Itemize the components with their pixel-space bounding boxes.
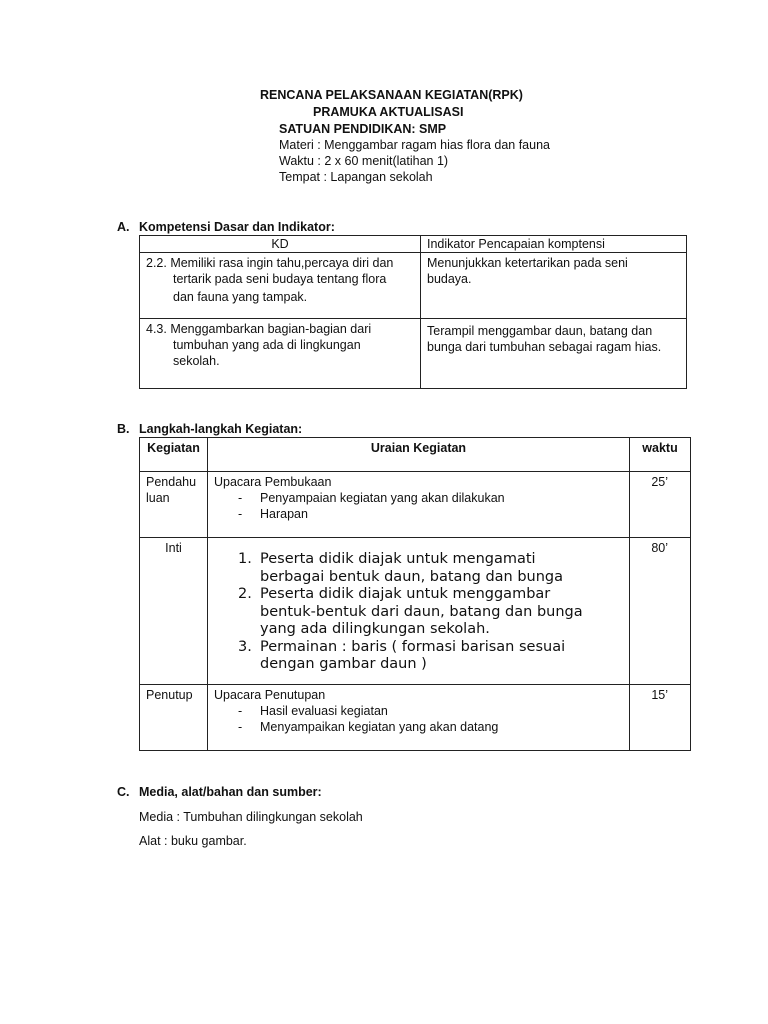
waktu-line: Waktu : 2 x 60 menit(latihan 1)	[279, 154, 449, 168]
list-text: Peserta didik diajak untuk menggambar	[260, 586, 551, 602]
materi-line: Materi : Menggambar ragam hias flora dan fauna	[279, 138, 550, 152]
list-item	[214, 551, 623, 586]
uraian-header: Uraian Kegiatan	[208, 438, 630, 472]
kd-text: 4.3. Menggambarkan bagian-bagian dari	[146, 322, 372, 336]
table-row	[140, 472, 691, 538]
section-b-heading: Langkah-langkah Kegiatan:	[139, 422, 303, 436]
kd-cell	[140, 319, 421, 389]
inti-list	[214, 551, 623, 674]
kd-header: KD	[140, 236, 421, 253]
indikator-text: Terampil menggambar daun, batang dan	[427, 324, 653, 338]
list-item: - Penyampaian kegiatan yang akan dilakukan	[214, 490, 623, 506]
kegiatan-table	[139, 437, 691, 751]
list-item: - Hasil evaluasi kegiatan	[214, 703, 623, 719]
indikator-cell	[421, 319, 687, 389]
list-text: Peserta didik diajak untuk mengamati	[260, 551, 536, 567]
kd-text: tumbuhan yang ada di lingkungan	[173, 338, 361, 352]
kd-text: sekolah.	[173, 354, 220, 368]
uraian-cell	[208, 472, 630, 538]
list-item	[214, 639, 623, 674]
list-text: yang ada dilingkungan sekolah.	[260, 621, 490, 637]
list-item	[214, 586, 623, 639]
list-number: 2.	[238, 586, 252, 602]
penutup-label: Penutup	[140, 685, 208, 751]
media-line: Media : Tumbuhan dilingkungan sekolah	[139, 810, 363, 824]
section-a-heading: Kompetensi Dasar dan Indikator:	[139, 220, 335, 234]
tempat-line: Tempat : Lapangan sekolah	[279, 170, 433, 184]
penutupan-list	[214, 703, 623, 735]
table-row	[140, 319, 687, 389]
pembukaan-list	[214, 490, 623, 522]
pembukaan-title: Upacara Pembukaan	[214, 475, 332, 489]
waktu-cell: 15’	[630, 685, 691, 751]
kompetensi-table	[139, 235, 687, 389]
list-item: - Harapan	[214, 506, 623, 522]
pendahuluan-label: luan	[146, 491, 170, 505]
list-text: dengan gambar daun )	[260, 656, 427, 672]
indikator-cell	[421, 253, 687, 319]
alat-line: Alat : buku gambar.	[139, 834, 247, 848]
pendahuluan-label: Pendahu	[146, 475, 197, 489]
table-row	[140, 253, 687, 319]
list-text: Permainan : baris ( formasi barisan sesuai	[260, 638, 566, 655]
kegiatan-header: Kegiatan	[140, 438, 208, 472]
satuan-pendidikan: SATUAN PENDIDIKAN: SMP	[279, 122, 447, 136]
kd-text: dan fauna yang tampak.	[173, 290, 308, 304]
waktu-cell: 80’	[630, 538, 691, 685]
waktu-header: waktu	[630, 438, 691, 472]
indikator-text: Menunjukkan ketertarikan pada seni	[427, 256, 628, 270]
uraian-cell	[208, 538, 630, 685]
kd-text: tertarik pada seni budaya tentang flora	[173, 272, 387, 286]
list-number: 1.	[238, 551, 252, 567]
table-row	[140, 538, 691, 685]
inti-label: Inti	[140, 538, 208, 685]
kd-cell	[140, 253, 421, 319]
document-title: RENCANA PELAKSANAAN KEGIATAN(RPK)	[260, 88, 523, 102]
section-c-marker: C.	[117, 785, 130, 799]
uraian-cell	[208, 685, 630, 751]
document-subtitle: PRAMUKA AKTUALISASI	[313, 105, 464, 119]
section-c-heading: Media, alat/bahan dan sumber:	[139, 785, 322, 799]
table-row	[140, 685, 691, 751]
penutupan-title: Upacara Penutupan	[214, 688, 326, 702]
kegiatan-label	[140, 472, 208, 538]
indikator-text: budaya.	[427, 272, 472, 286]
list-text: berbagai bentuk daun, batang dan bunga	[260, 568, 564, 585]
kd-text: 2.2. Memiliki rasa ingin tahu,percaya diri dan	[146, 256, 394, 270]
section-b-marker: B.	[117, 422, 130, 436]
list-text: bentuk-bentuk dari daun, batang dan bunga	[260, 603, 583, 620]
indikator-header: Indikator Pencapaian komptensi	[421, 236, 687, 253]
list-number: 3.	[238, 638, 252, 655]
waktu-cell: 25’	[630, 472, 691, 538]
section-a-marker: A.	[117, 220, 130, 234]
list-item: - Menyampaikan kegiatan yang akan datang	[214, 719, 623, 735]
indikator-text: bunga dari tumbuhan sebagai ragam hias.	[427, 340, 662, 354]
